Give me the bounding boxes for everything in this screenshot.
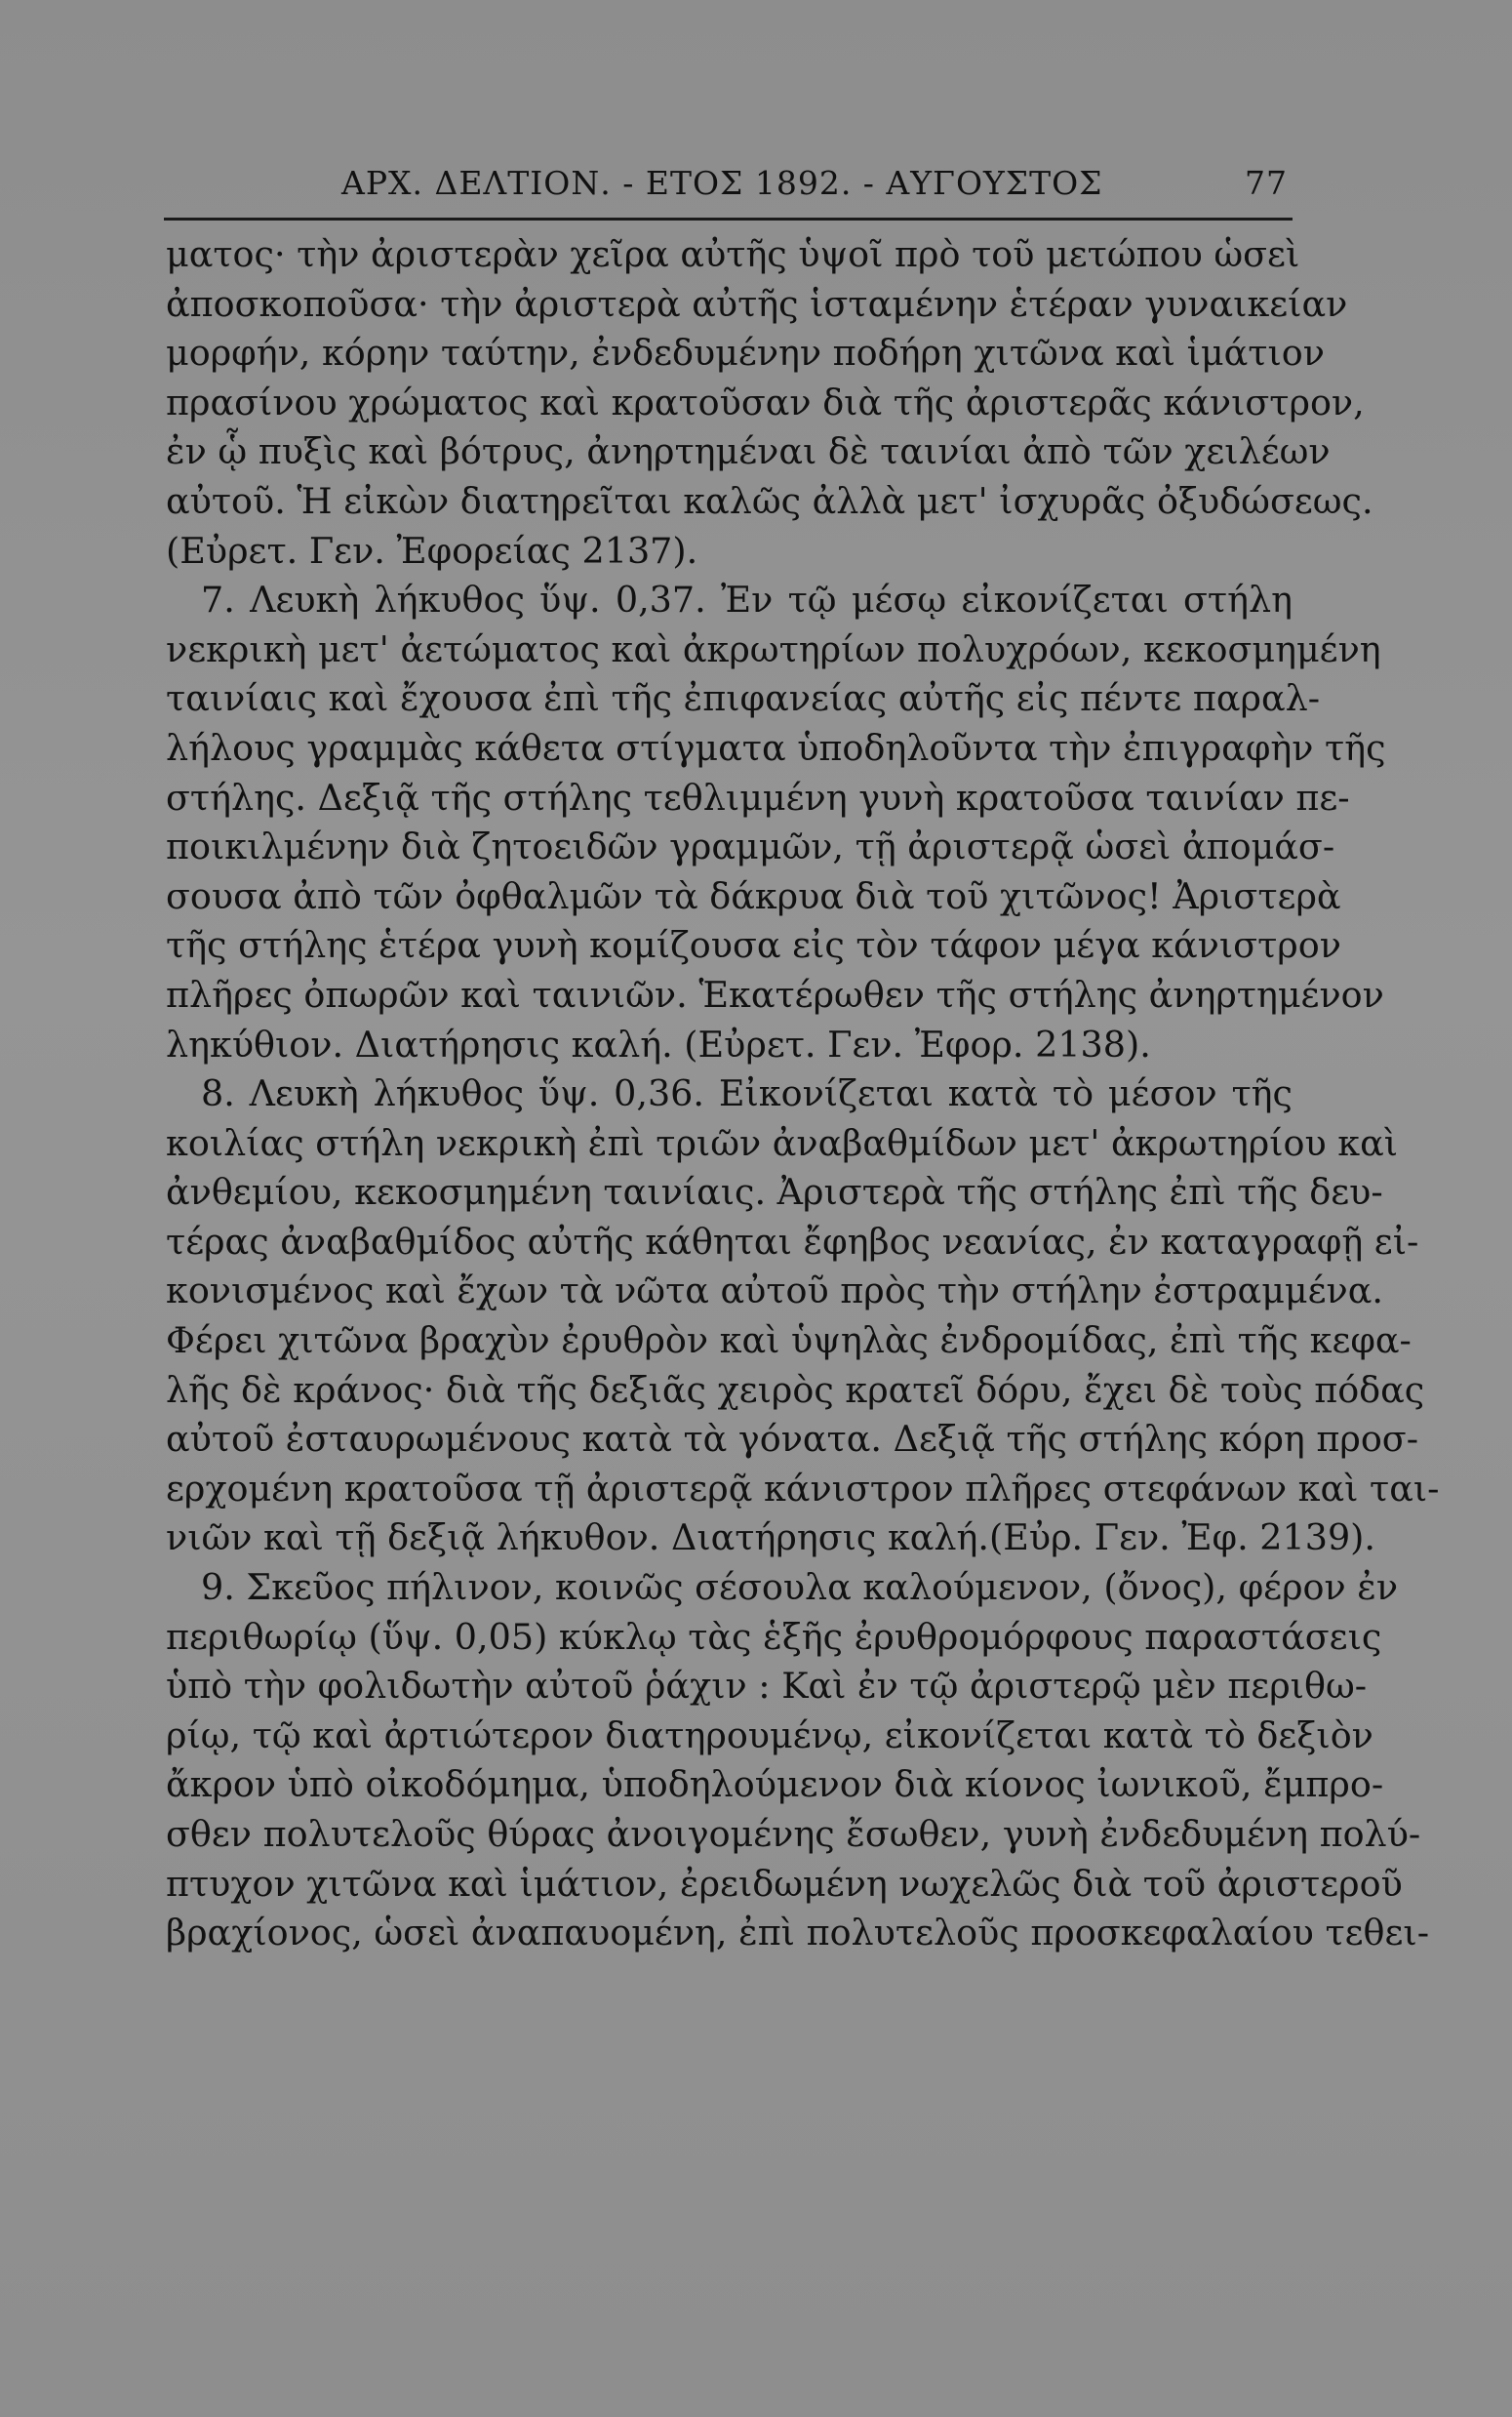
text-line: ἀνθεμίου, κεκοσμημένη ταινίαις. Ἀριστερὰ τῆς στήλης ἐπὶ τῆς δευ- (166, 1171, 1383, 1214)
text-line: κονισμένος καὶ ἔχων τὰ νῶτα αὐτοῦ πρὸς τὴν στήλην ἐστραμμένα. (166, 1269, 1383, 1312)
running-header (171, 164, 1288, 213)
text-line: βραχίονος, ὡσεὶ ἀναπαυομένη, ἐπὶ πολυτελοῦς προσκεφαλαίου τεθει- (166, 1912, 1430, 1954)
body-text (166, 230, 1440, 1958)
text-line: αὐτοῦ. Ἡ εἰκὼν διατηρεῖται καλῶς ἀλλὰ μετ' ἰσχυρᾶς ὀξυδώσεως. (166, 479, 1373, 522)
text-line: νεκρικὴ μετ' ἀετώματος καὶ ἀκρωτηρίων πολυχρόων, κεκοσμημένη (166, 627, 1381, 670)
text-line: στήλης. Δεξιᾷ τῆς στήλης τεθλιμμένη γυνὴ κρατοῦσα ταινίαν πε- (166, 776, 1350, 819)
text-line: ἄκρον ὑπὸ οἰκοδόμημα, ὑποδηλούμενον διὰ κίονος ἰωνικοῦ, ἔμπρο- (166, 1763, 1384, 1806)
running-title: ΑΡΧ. ΔΕΛΤΙΟΝ. - ΕΤΟΣ 1892. - ΑΥΓΟΥΣΤΟΣ (341, 164, 1103, 202)
paragraph-start-8: 8. Λευκὴ λήκυθος ὕψ. 0,36. Εἰκονίζεται κατὰ τὸ μέσον τῆς (201, 1072, 1293, 1115)
paragraph-start-7: 7. Λευκὴ λήκυθος ὕψ. 0,37. Ἐν τῷ μέσῳ εἰκονίζεται στήλη (201, 579, 1293, 622)
text-line: Φέρει χιτῶνα βραχὺν ἐρυθρὸν καὶ ὑψηλὰς ἐνδρομίδας, ἐπὶ τῆς κεφα- (166, 1319, 1412, 1362)
text-line: ερχομένη κρατοῦσα τῇ ἀριστερᾷ κάνιστρον πλῆρες στεφάνων καὶ ται- (166, 1467, 1440, 1510)
text-line: λῆς δὲ κράνος· διὰ τῆς δεξιᾶς χειρὸς κρατεῖ δόρυ, ἔχει δὲ τοὺς πόδας (166, 1368, 1425, 1411)
text-line: τέρας ἀναβαθμίδος αὐτῆς κάθηται ἔφηβος νεανίας, ἐν καταγραφῇ εἰ- (166, 1220, 1419, 1263)
text-line: κοιλίας στήλη νεκρικὴ ἐπὶ τριῶν ἀναβαθμίδων μετ' ἀκρωτηρίου καὶ (166, 1121, 1399, 1164)
text-line: ποικιλμένην διὰ ζητοειδῶν γραμμῶν, τῇ ἀριστερᾷ ὡσεὶ ἀπομάσ- (166, 826, 1335, 868)
text-line: ὑπὸ τὴν φολιδωτὴν αὐτοῦ ῥάχιν : Καὶ ἐν τῷ ἀριστερῷ μὲν περιθω- (166, 1665, 1368, 1708)
text-line: πλῆρες ὀπωρῶν καὶ ταινιῶν. Ἑκατέρωθεν τῆς στήλης ἀνηρτημένον (166, 973, 1384, 1016)
text-line: τῆς στήλης ἑτέρα γυνὴ κομίζουσα εἰς τὸν τάφον μέγα κάνιστρον (166, 924, 1341, 967)
text-line: μορφήν, κόρην ταύτην, ἐνδεδυμένην ποδήρη χιτῶνα καὶ ἱμάτιον (166, 332, 1325, 375)
text-line: νιῶν καὶ τῇ δεξιᾷ λήκυθον. Διατήρησις καλή.(Εὐρ. Γεν. Ἐφ. 2139). (166, 1516, 1376, 1559)
paragraph-start-9: 9. Σκεῦος πήλινον, κοινῶς σέσουλα καλούμενον, (ὄνος), φέρον ἐν (201, 1566, 1399, 1609)
text-line: (Εὐρετ. Γεν. Ἐφορείας 2137). (166, 529, 698, 572)
text-line: ρίῳ, τῷ καὶ ἀρτιώτερον διατηρουμένῳ, εἰκονίζεται κατὰ τὸ δεξιὸν (166, 1713, 1373, 1756)
text-line: ληκύθιον. Διατήρησις καλή. (Εὐρετ. Γεν. Ἐφορ. 2138). (166, 1023, 1151, 1066)
text-line: ματος· τὴν ἀριστερὰν χεῖρα αὐτῆς ὑψοῖ πρὸ τοῦ μετώπου ὡσεὶ (166, 233, 1300, 275)
text-line: πρασίνου χρώματος καὶ κρατοῦσαν διὰ τῆς ἀριστερᾶς κάνιστρον, (166, 381, 1365, 423)
text-line: λήλους γραμμὰς κάθετα στίγματα ὑποδηλοῦντα τὴν ἐπιγραφὴν τῆς (166, 726, 1386, 769)
text-line: ἀποσκοποῦσα· τὴν ἀριστερὰ αὐτῆς ἱσταμένην ἑτέραν γυναικείαν (166, 282, 1348, 325)
text-line: ἐν ᾧ πυξὶς καὶ βότρυς, ἀνηρτημέναι δὲ ταινίαι ἀπὸ τῶν χειλέων (166, 430, 1331, 473)
header-rule (164, 218, 1293, 221)
text-line: σθεν πολυτελοῦς θύρας ἀνοιγομένης ἔσωθεν, γυνὴ ἐνδεδυμένη πολύ- (166, 1813, 1421, 1855)
text-line: αὐτοῦ ἐσταυρωμένους κατὰ τὰ γόνατα. Δεξιᾷ τῆς στήλης κόρη προσ- (166, 1418, 1419, 1461)
text-line: ταινίαις καὶ ἔχουσα ἐπὶ τῆς ἐπιφανείας αὐτῆς εἰς πέντε παραλ- (166, 677, 1321, 720)
text-line: πτυχον χιτῶνα καὶ ἱμάτιον, ἐρειδωμένη νωχελῶς διὰ τοῦ ἀριστεροῦ (166, 1862, 1403, 1905)
text-line: περιθωρίῳ (ὕψ. 0,05) κύκλῳ τὰς ἑξῆς ἐρυθρομόρφους παραστάσεις (166, 1615, 1382, 1658)
page-number: 77 (1245, 164, 1288, 202)
text-line: σουσα ἀπὸ τῶν ὀφθαλμῶν τὰ δάκρυα διὰ τοῦ χιτῶνος! Ἀριστερὰ (166, 874, 1341, 917)
